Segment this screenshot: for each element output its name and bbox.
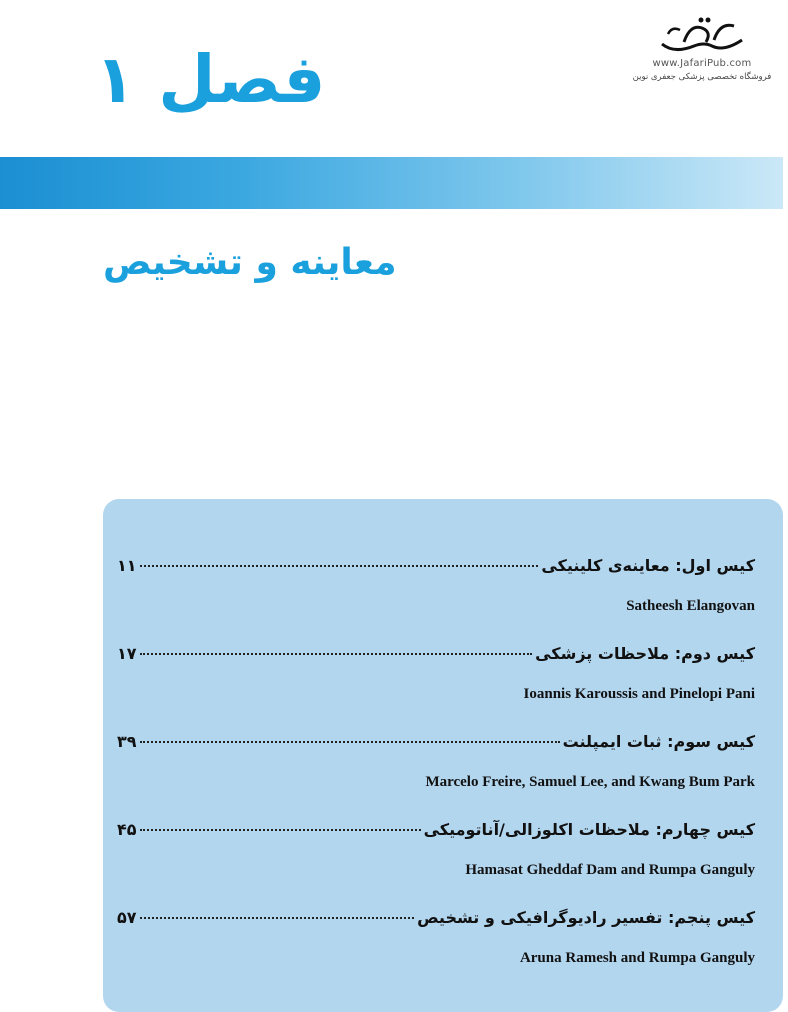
toc-item-authors: Ioannis Karoussis and Pinelopi Pani [523,686,755,702]
toc-item-authors: Aruna Ramesh and Rumpa Ganguly [519,950,755,966]
toc-item-title: کیس دوم: ملاحظات پزشکی [535,644,755,663]
toc-item-page: ۵۷ [117,908,137,927]
toc-item-authors: Hamasat Gheddaf Dam and Rumpa Ganguly [465,862,755,878]
toc-item[interactable] [117,644,755,732]
toc-line [117,556,755,586]
toc-line [117,908,755,938]
toc-dot-leader [140,653,532,655]
toc-dot-leader [140,917,414,919]
toc-item[interactable] [117,732,755,820]
toc-line [117,732,755,762]
section-title: معاینه و تشخیص [103,242,397,283]
toc-item-title: کیس چهارم: ملاحظات اکلوزالی/آناتومیکی [423,820,755,839]
toc-line [117,820,755,850]
chapter-title: فصل ۱ [95,41,326,118]
logo-subtitle: فروشگاه تخصصی پزشکی جعفری نوین [632,72,772,82]
toc-item-page: ۱۷ [117,644,137,663]
toc-item-page: ۳۹ [117,732,137,751]
toc-list [117,556,755,996]
toc-item[interactable] [117,908,755,996]
header-banner-bar [0,157,783,209]
logo-url: www.JafariPub.com [652,58,752,69]
toc-item-page: ۱۱ [117,556,137,575]
toc-item-authors: Satheesh Elangovan [626,598,755,614]
toc-item-title: کیس سوم: ثبات ایمپلنت [562,732,755,751]
toc-item-authors: Marcelo Freire, Samuel Lee, and Kwang Bum Park [425,774,755,790]
toc-panel [103,499,783,1012]
toc-item-title: کیس اول: معاینه‌ی کلینیکی [541,556,755,575]
toc-item-page: ۴۵ [117,820,137,839]
publisher-logo [632,14,772,94]
toc-dot-leader [140,741,560,743]
toc-item[interactable] [117,556,755,644]
toc-dot-leader [140,829,421,831]
toc-item-title: کیس پنجم: تفسیر رادیوگرافیکی و تشخیص [417,908,755,927]
logo-mark-icon [654,14,750,56]
toc-dot-leader [140,565,538,567]
toc-line [117,644,755,674]
toc-item[interactable] [117,820,755,908]
